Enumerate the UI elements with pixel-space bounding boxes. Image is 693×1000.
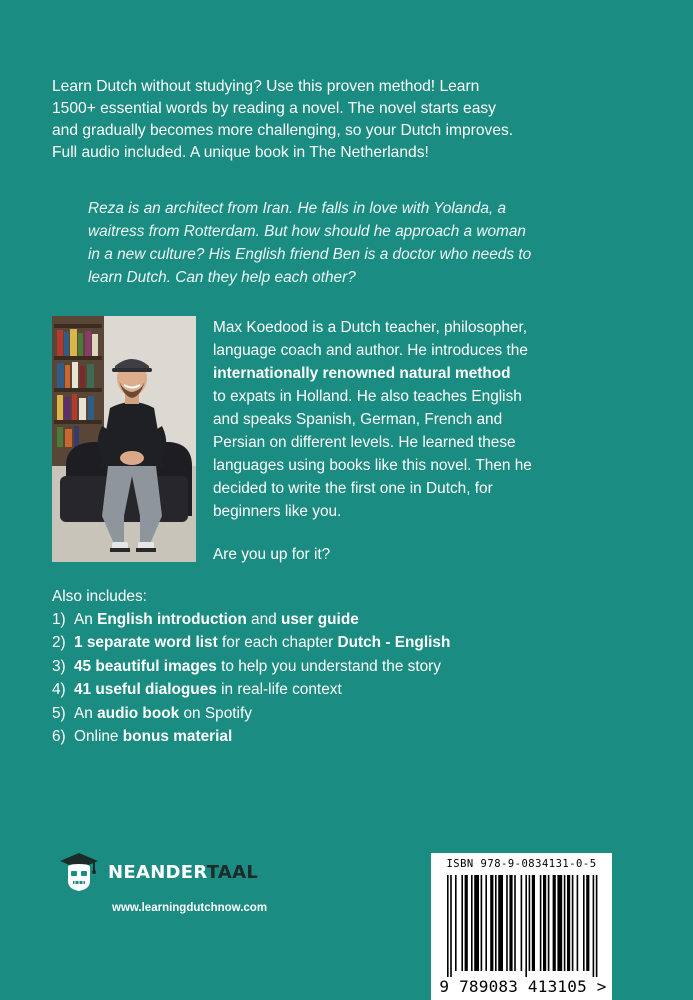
author-bio-line: and speaks Spanish, German, French and (213, 411, 503, 428)
intro-line: Full audio included. A unique book in The Netherlands! (52, 144, 429, 161)
list-text: on Spotify (179, 704, 252, 722)
barcode-bar (540, 875, 542, 971)
list-text: for each chapter (217, 634, 338, 652)
list-number: 4) (52, 681, 66, 699)
list-text-bold: Dutch - English (337, 634, 451, 652)
list-text-bold: 1 separate word list (74, 634, 218, 652)
intro-line: 1500+ essential words by reading a novel. The novel starts easy (52, 100, 496, 117)
wordmark-dark: TAAL (206, 861, 259, 883)
barcode-bar (572, 875, 574, 971)
list-text-bold: English introduction (97, 611, 247, 628)
barcode-bar (485, 875, 487, 971)
barcode-bar (455, 875, 457, 971)
barcode-bar (532, 875, 535, 971)
barcode-bar (481, 875, 483, 971)
barcode-bar (447, 875, 449, 977)
barcode-bar (506, 875, 508, 971)
barcode-bar (490, 875, 493, 971)
list-text: in real-life context (216, 681, 342, 699)
list-text-bold: audio book (97, 704, 180, 722)
barcode-bar (596, 875, 598, 977)
wordmark-white: NEANDER (108, 861, 207, 883)
list-item (52, 608, 652, 631)
list-item (52, 678, 652, 701)
barcode-bar (567, 875, 570, 971)
list-text: An (74, 704, 98, 722)
barcode-bar (450, 875, 452, 977)
list-text-bold: 41 useful dialogues (74, 681, 217, 699)
list-item (52, 702, 652, 725)
list-number: 2) (52, 634, 66, 652)
natural-method-highlight: internationally renowned natural method (213, 365, 511, 382)
author-bio-line: language coach and author. He introduces the (213, 342, 528, 359)
barcode-bars (437, 875, 607, 977)
author-bio-line: Persian on different levels. He learned these (213, 434, 516, 451)
list-item (52, 655, 652, 678)
barcode-bar (586, 875, 589, 971)
barcode-digits: 9 789083 413105 > (439, 977, 607, 996)
barcode-bar (498, 875, 503, 971)
includes-heading: Also includes: (52, 588, 147, 605)
barcode-bar (543, 875, 546, 971)
list-text: An (74, 611, 98, 628)
author-photo-illustration (52, 316, 196, 562)
author-bio-line: beginners like you. (213, 503, 342, 520)
publisher-logo (58, 852, 298, 892)
list-number: 6) (52, 728, 66, 746)
barcode-bar (461, 875, 463, 971)
synopsis-paragraph (88, 197, 648, 289)
list-number: 5) (52, 704, 66, 722)
list-item (52, 631, 652, 654)
list-text-bold: bonus material (122, 728, 233, 746)
synopsis-line: learn Dutch. Can they help each other? (88, 269, 356, 286)
list-number: 1) (52, 611, 66, 628)
graduation-cap-skull-icon (58, 851, 100, 893)
author-bio-line: to expats in Holland. He also teaches English (213, 388, 522, 405)
barcode-bar (471, 875, 473, 971)
synopsis-line: in a new culture? His English friend Ben is a doctor who needs to (88, 246, 532, 263)
list-text-bold: 45 beautiful images (74, 657, 217, 675)
call-to-action: Are you up for it? (213, 546, 331, 563)
barcode-bar (525, 875, 527, 977)
barcode-bar (577, 875, 579, 971)
barcode-bar (514, 875, 516, 971)
list-text: to help you understand the story (216, 657, 442, 675)
publisher-wordmark (108, 862, 258, 883)
barcode-bar (553, 875, 556, 971)
author-photo (52, 316, 196, 562)
barcode-bar (583, 875, 585, 971)
intro-paragraph (52, 76, 662, 164)
list-text-bold: user guide (280, 611, 359, 628)
author-bio-line: Max Koedood is a Dutch teacher, philosopher, (213, 319, 527, 336)
barcode-bar (465, 875, 468, 971)
barcode-bar (529, 875, 531, 971)
list-item (52, 725, 652, 748)
includes-list (52, 608, 652, 748)
barcode-bar (521, 875, 523, 971)
author-bio-line: languages using books like this novel. Then he (213, 457, 532, 474)
barcode-bar (557, 875, 562, 971)
website-url: www.learningdutchnow.com (112, 902, 268, 914)
list-text: Online (74, 728, 123, 746)
barcode-bar (495, 875, 497, 971)
list-text: and (246, 611, 281, 628)
barcode-bar (564, 875, 566, 971)
synopsis-line: Reza is an architect from Iran. He falls in love with Yolanda, a (88, 200, 507, 217)
list-number: 3) (52, 657, 66, 675)
barcode-bar (593, 875, 595, 977)
intro-line: Learn Dutch without studying? Use this proven method! Learn (52, 78, 480, 95)
isbn-label: ISBN 978-9-0834131-0-5 (446, 858, 597, 870)
synopsis-line: waitress from Rotterdam. But how should he approach a woman (88, 223, 526, 240)
author-bio-line: decided to write the first one in Dutch, for (213, 480, 493, 497)
barcode-bar (548, 875, 550, 971)
barcode-bar (474, 875, 479, 971)
isbn-barcode (431, 853, 612, 1000)
intro-line: and gradually becomes more challenging, so your Dutch improves. (52, 122, 514, 139)
author-bio (213, 316, 653, 523)
barcode-bar (509, 875, 512, 971)
